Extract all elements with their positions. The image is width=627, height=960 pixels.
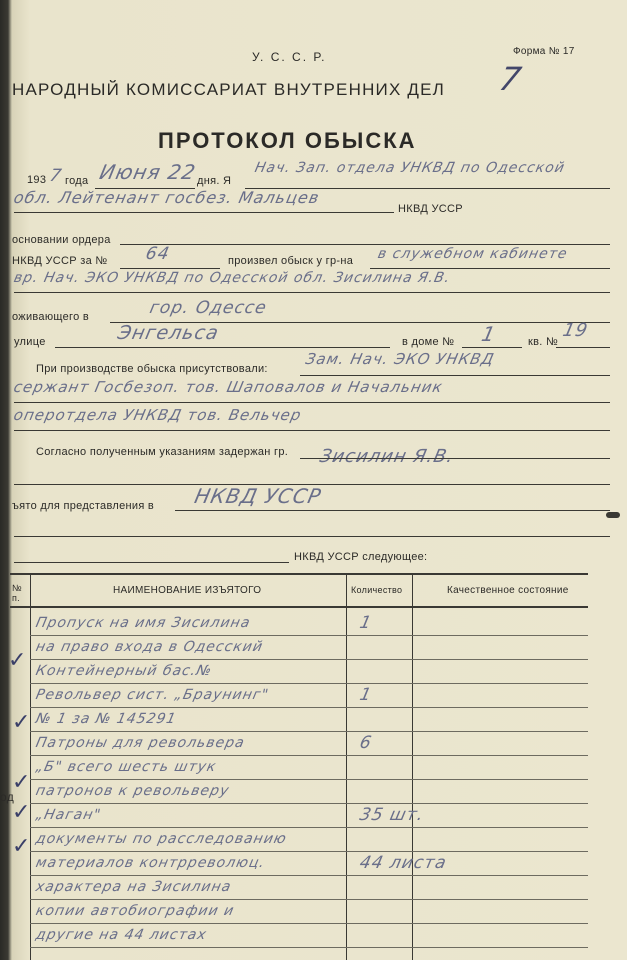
checkmark-icon: ✓ (12, 770, 31, 795)
following-label: НКВД УССР следующее: (294, 551, 428, 563)
residing-label: оживающего в (12, 311, 90, 323)
line-search1 (370, 268, 610, 269)
document-title: ПРОТОКОЛ ОБЫСКА (158, 128, 417, 153)
table-row-item: „Наган" (34, 807, 103, 823)
table-row-qty: 44 листа (357, 853, 449, 873)
department-title: НАРОДНЫЙ КОМИССАРИАТ ВНУТРЕННИХ ДЕЛ (12, 80, 446, 99)
col-border-name (346, 573, 347, 960)
table-row-item: документы по расследованию (34, 831, 289, 847)
table-row-line (30, 803, 588, 804)
present-label: При производстве обыска присутствовали: (36, 363, 268, 375)
table-top-border (10, 573, 588, 575)
table-row-item: другие на 44 листах (34, 927, 209, 943)
date-hand: Июня 22 (97, 160, 199, 184)
table-row-line (30, 755, 588, 756)
table-row-item: Контейнерный бас.№ (34, 663, 214, 679)
search-label: произвел обыск у гр-на (228, 255, 354, 267)
republic-label: У. С. С. Р. (252, 50, 327, 64)
line-taken2 (14, 536, 610, 537)
table-row-line (30, 947, 588, 948)
line-house (462, 347, 522, 348)
year-hand: 7 (47, 166, 64, 186)
apt-label: кв. № (528, 336, 559, 348)
warrant-label: основании ордера (12, 234, 111, 246)
officer-line2-hand: обл. Лейтенант госбез. Мальцев (11, 188, 322, 207)
day-label: дня. Я (197, 175, 232, 187)
table-row-line (30, 899, 588, 900)
table-row-item: № 1 за № 145291 (34, 711, 178, 727)
line-present2 (14, 402, 610, 403)
table-row-line (30, 683, 588, 684)
table-row-item: Патроны для револьвера (34, 735, 247, 751)
line-detained (300, 458, 610, 459)
apt-hand: 19 (560, 320, 591, 341)
header-num: № п. (12, 583, 22, 603)
table-row-item: характера на Зисилина (34, 879, 234, 895)
department-correction: 7 (495, 60, 526, 98)
table-row-line (30, 875, 588, 876)
table-row-item: патронов к револьверу (34, 783, 231, 799)
checkmark-icon: ✓ (12, 834, 31, 859)
table-row-item: „Б" всего шесть штук (34, 759, 219, 775)
line-street (55, 347, 390, 348)
table-row-item: Револьвер сист. „Браунинг" (34, 687, 271, 703)
binder-hole (606, 512, 620, 518)
table-header-border (10, 606, 588, 608)
table-row-line (30, 827, 588, 828)
search-hand-1: в служебном кабинете (376, 246, 570, 262)
warrant-nkvd-label: НКВД УССР за № (12, 255, 108, 267)
taken-label: ъято для представления в (12, 500, 155, 512)
taken-hand: НКВД УССР (192, 484, 324, 508)
table-row-item: Пропуск на имя Зисилина (34, 615, 253, 631)
line-warrant-number (120, 268, 220, 269)
table-row-qty: 1 (357, 613, 374, 633)
line-search2 (14, 292, 610, 293)
col-border-num (30, 573, 31, 960)
warrant-number-hand: 64 (143, 244, 172, 264)
table-row-line (30, 731, 588, 732)
table-row-qty: 6 (357, 733, 374, 753)
line-following (14, 562, 289, 563)
checkmark-icon: ✓ (12, 800, 31, 825)
street-label: улице (14, 336, 46, 348)
present-hand-1: Зам. Нач. ЭКО УНКВД (304, 350, 497, 368)
present-hand-3: оперотдела УНКВД тов. Вельчер (12, 406, 304, 424)
street-hand: Энгельса (115, 322, 222, 344)
table-row-line (30, 851, 588, 852)
table-row-item: материалов контрреволюц. (34, 855, 267, 871)
table-row-line (30, 635, 588, 636)
nkvd-label: НКВД УССР (398, 203, 463, 215)
line-present1 (300, 375, 610, 376)
table-row-qty: 1 (357, 685, 374, 705)
checkmark-icon: ✓ (8, 648, 27, 673)
margin-mark: од (0, 790, 15, 804)
year-label: года (65, 175, 89, 187)
table-row-line (30, 659, 588, 660)
header-quality: Качественное состояние (447, 585, 569, 596)
table-row-line (30, 707, 588, 708)
checkmark-icon: ✓ (12, 710, 31, 735)
table-row-line (30, 779, 588, 780)
header-name: НАИМЕНОВАНИЕ ИЗЪЯТОГО (113, 585, 262, 596)
line-officer2 (14, 212, 394, 213)
line-warrant (120, 244, 610, 245)
line-present3 (14, 430, 610, 431)
table-row-item: копии автобиографии и (34, 903, 236, 919)
search-hand-2: вр. Нач. ЭКО УНКВД по Одесской обл. Зисилина Я.В. (12, 270, 453, 286)
residing-hand: гор. Одессе (147, 298, 269, 318)
table-row-line (30, 923, 588, 924)
house-hand: 1 (479, 322, 499, 346)
col-border-qty (412, 573, 413, 960)
officer-line1-hand: Нач. Зап. отдела УНКВД по Одесской (253, 160, 567, 176)
present-hand-2: сержант Госбезоп. тов. Шаповалов и Начальник (12, 378, 445, 396)
line-apt (556, 347, 610, 348)
table-row-qty: 35 шт. (357, 805, 427, 825)
seized-items-table (10, 573, 590, 960)
house-label: в доме № (402, 336, 455, 348)
line-taken (175, 510, 610, 511)
table-row-item: на право входа в Одесский (34, 639, 265, 655)
detained-hand: Зисилин Я.В. (317, 446, 457, 467)
year-prefix: 193 (27, 174, 47, 186)
form-number: Форма № 17 (513, 46, 575, 57)
detained-label: Согласно полученным указаниям задержан гр. (36, 446, 289, 458)
header-qty: Количество (351, 585, 403, 595)
